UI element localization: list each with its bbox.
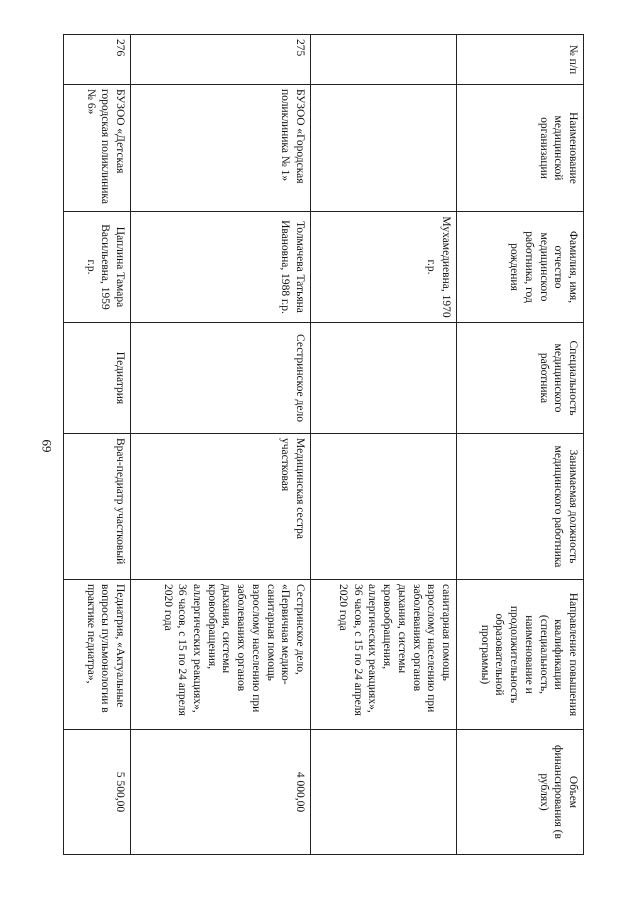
- table-row: [311, 35, 457, 855]
- header-specialty: Специальность медицинского работника: [457, 323, 584, 434]
- table-header-row: [457, 35, 584, 855]
- cell-funding-amount: 4 000,00: [131, 730, 311, 855]
- cell-organization: БУЗОО «Детская городская поликлиника № 6»: [64, 85, 131, 212]
- cell-funding-amount: [311, 730, 457, 855]
- cell-organization: [311, 85, 457, 212]
- cell-specialty: [311, 323, 457, 434]
- cell-specialty: Сестринское дело: [131, 323, 311, 434]
- cell-training-program: Педиатрия, «Актуальные вопросы пульмонологии в практике педиатра»,: [64, 580, 131, 730]
- cell-full-name: Толмачева Татьяна Ивановна, 1988 г.р.: [131, 212, 311, 323]
- header-number: № п/п: [457, 35, 584, 85]
- rotated-table-wrapper: [64, 34, 584, 854]
- cell-full-name: Мухамедиевна, 1970 г.р.: [311, 212, 457, 323]
- header-position: Занимаемая должность медицинского работника: [457, 434, 584, 580]
- cell-specialty: Педиатрия: [64, 323, 131, 434]
- header-organization: Наименование медицинской организации: [457, 85, 584, 212]
- staff-training-table: [63, 34, 584, 855]
- cell-funding-amount: 5 500,00: [64, 730, 131, 855]
- cell-organization: БУЗОО «Городская поликлиника № 1»: [131, 85, 311, 212]
- cell-full-name: Цаплина Тамара Васильевна, 1959 г.р.: [64, 212, 131, 323]
- header-training-program: Направление повышения квалификации (специальность, наименование и продолжительность образовательной программы): [457, 580, 584, 730]
- cell-number: 275: [131, 35, 311, 85]
- cell-number: 276: [64, 35, 131, 85]
- header-full-name: Фамилия, имя, отчество медицинского работника, год рождения: [457, 212, 584, 323]
- table-row: [64, 35, 131, 855]
- cell-position: Медицинская сестра участковая: [131, 434, 311, 580]
- header-funding-amount: Объем финансирования (в рублях): [457, 730, 584, 855]
- page-number: 69: [39, 439, 54, 453]
- cell-position: [311, 434, 457, 580]
- cell-training-program: Сестринское дело, «Первичная медико-санитарная помощь взрослому населению при заболеваниях органов дыхания, системы кровообращения, аллергических реакциях», 36 часов, с 15 по 24 апреля 2020 года: [131, 580, 311, 730]
- cell-number: [311, 35, 457, 85]
- table-row: [131, 35, 311, 855]
- cell-training-program: санитарная помощь взрослому населению при заболеваниях органов дыхания, системы кровообращения, аллергических реакциях», 36 часов, с 15 по 24 апреля 2020 года: [311, 580, 457, 730]
- cell-position: Врач-педиатр участковый: [64, 434, 131, 580]
